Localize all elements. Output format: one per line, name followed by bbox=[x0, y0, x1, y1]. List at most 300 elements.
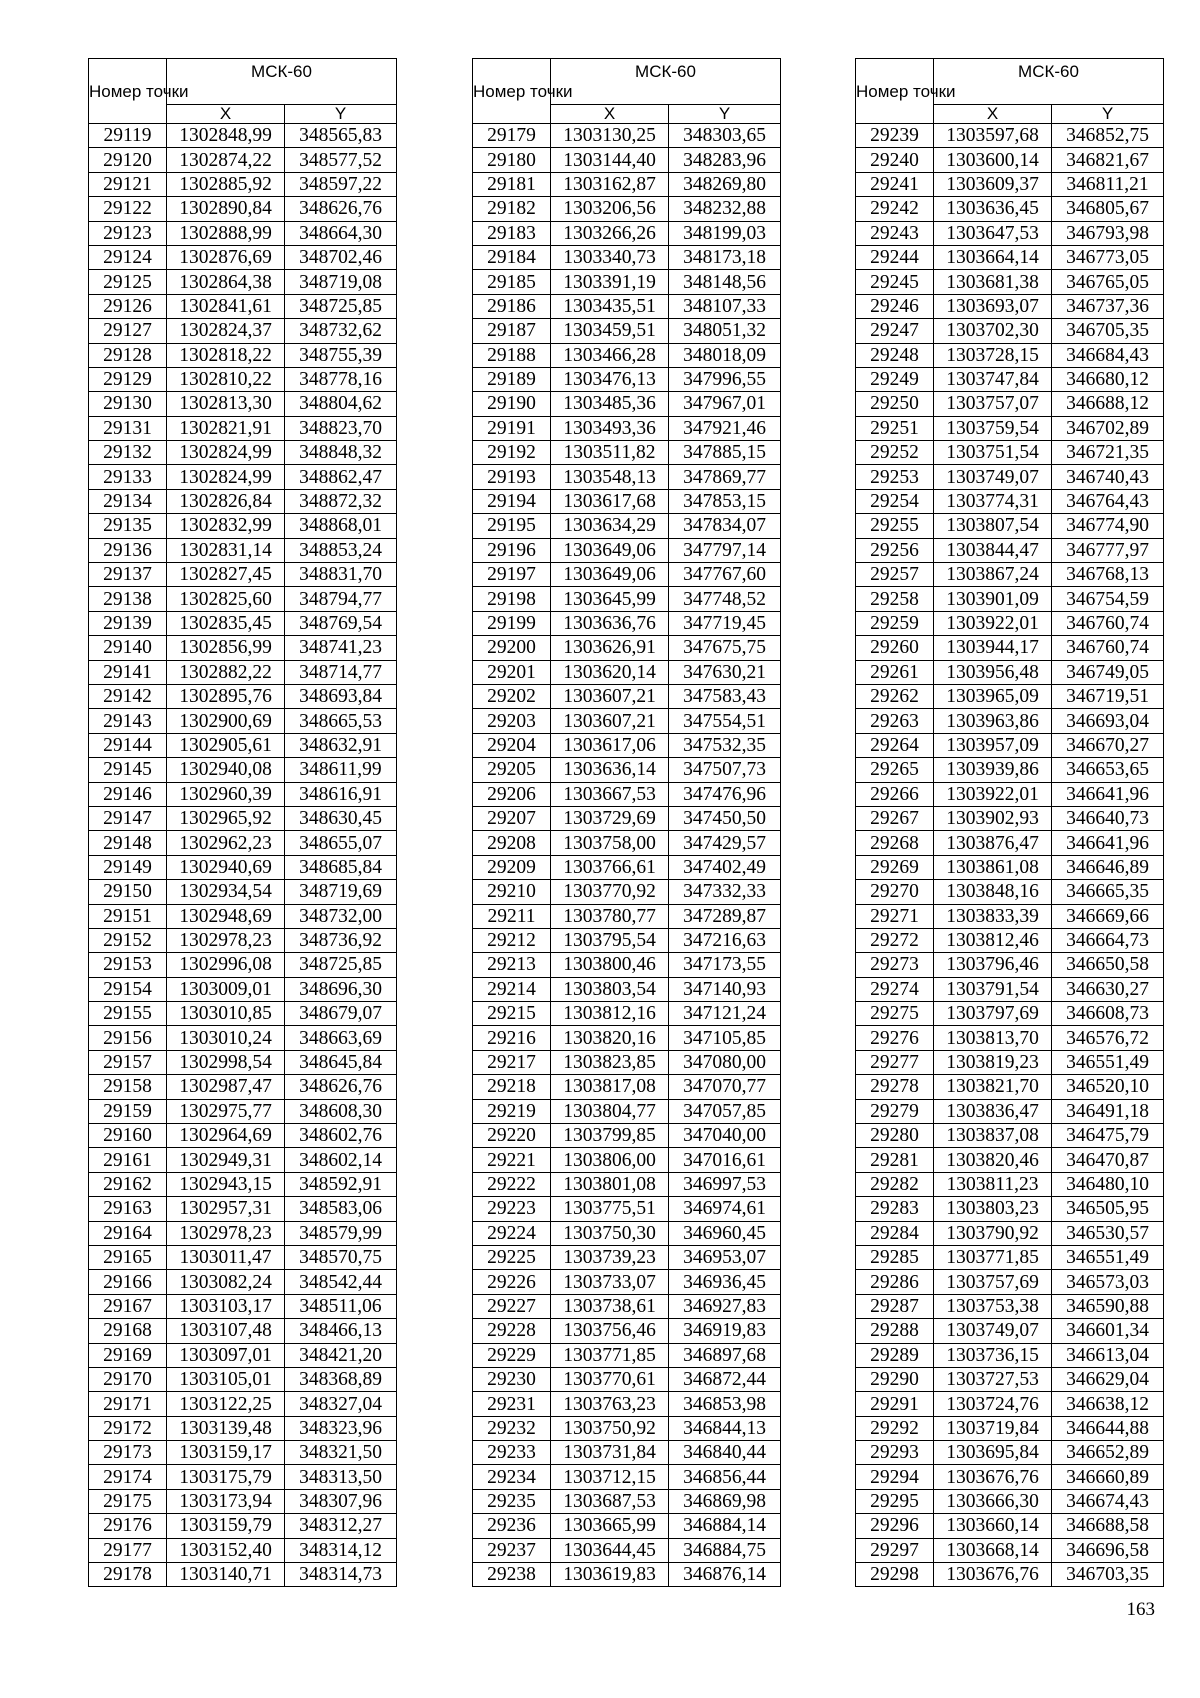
x-coordinate-cell: 1302905,61 bbox=[167, 733, 285, 757]
table-row bbox=[89, 1197, 397, 1221]
point-number-cell: 29204 bbox=[473, 733, 551, 757]
point-number-cell: 29205 bbox=[473, 758, 551, 782]
x-coordinate-cell: 1303548,13 bbox=[551, 465, 669, 489]
table-row bbox=[473, 1124, 781, 1148]
table-row bbox=[473, 1050, 781, 1074]
y-coordinate-cell: 348321,50 bbox=[285, 1441, 397, 1465]
point-number-cell: 29125 bbox=[89, 270, 167, 294]
y-coordinate-cell: 346688,58 bbox=[1052, 1514, 1164, 1538]
point-number-cell: 29263 bbox=[856, 709, 934, 733]
point-number-cell: 29200 bbox=[473, 636, 551, 660]
table-row bbox=[89, 1489, 397, 1513]
point-number-cell: 29262 bbox=[856, 684, 934, 708]
y-coordinate-cell: 346475,79 bbox=[1052, 1124, 1164, 1148]
x-coordinate-cell: 1303848,16 bbox=[934, 880, 1052, 904]
y-coordinate-cell: 346652,89 bbox=[1052, 1441, 1164, 1465]
x-coordinate-cell: 1302960,39 bbox=[167, 782, 285, 806]
table-row bbox=[856, 1050, 1164, 1074]
table-row bbox=[473, 172, 781, 196]
table-row bbox=[89, 245, 397, 269]
point-number-cell: 29158 bbox=[89, 1075, 167, 1099]
y-coordinate-cell: 346702,89 bbox=[1052, 416, 1164, 440]
coordinates-table-3 bbox=[855, 58, 1164, 1587]
x-coordinate-cell: 1303729,69 bbox=[551, 806, 669, 830]
y-coordinate-cell: 347675,75 bbox=[669, 636, 781, 660]
point-number-cell: 29261 bbox=[856, 660, 934, 684]
y-coordinate-cell: 346927,83 bbox=[669, 1294, 781, 1318]
table-row bbox=[856, 1002, 1164, 1026]
x-coordinate-cell: 1303944,17 bbox=[934, 636, 1052, 660]
y-coordinate-cell: 346856,44 bbox=[669, 1465, 781, 1489]
x-coordinate-cell: 1303649,06 bbox=[551, 538, 669, 562]
y-coordinate-cell: 348577,52 bbox=[285, 148, 397, 172]
point-number-cell: 29270 bbox=[856, 880, 934, 904]
table-row bbox=[473, 1099, 781, 1123]
x-coordinate-cell: 1303130,25 bbox=[551, 124, 669, 148]
table-row bbox=[89, 1099, 397, 1123]
table-row bbox=[89, 514, 397, 538]
x-coordinate-cell: 1302975,77 bbox=[167, 1099, 285, 1123]
point-number-cell: 29210 bbox=[473, 880, 551, 904]
point-number-cell: 29255 bbox=[856, 514, 934, 538]
y-coordinate-cell: 348714,77 bbox=[285, 660, 397, 684]
point-number-cell: 29182 bbox=[473, 197, 551, 221]
point-number-cell: 29203 bbox=[473, 709, 551, 733]
point-number-cell: 29185 bbox=[473, 270, 551, 294]
x-coordinate-cell: 1303770,92 bbox=[551, 880, 669, 904]
y-coordinate-cell: 348368,89 bbox=[285, 1367, 397, 1391]
x-coordinate-cell: 1303681,38 bbox=[934, 270, 1052, 294]
point-number-cell: 29233 bbox=[473, 1441, 551, 1465]
point-number-cell: 29191 bbox=[473, 416, 551, 440]
y-coordinate-cell: 348626,76 bbox=[285, 1075, 397, 1099]
table-row bbox=[89, 880, 397, 904]
x-coordinate-cell: 1303749,07 bbox=[934, 1319, 1052, 1343]
point-number-cell: 29245 bbox=[856, 270, 934, 294]
table-row bbox=[473, 831, 781, 855]
point-number-cell: 29286 bbox=[856, 1270, 934, 1294]
y-coordinate-cell: 346793,98 bbox=[1052, 221, 1164, 245]
table-row bbox=[856, 1441, 1164, 1465]
y-coordinate-cell: 348804,62 bbox=[285, 392, 397, 416]
x-coordinate-cell: 1303667,53 bbox=[551, 782, 669, 806]
x-coordinate-cell: 1303668,14 bbox=[934, 1538, 1052, 1562]
point-number-cell: 29119 bbox=[89, 124, 167, 148]
x-coordinate-cell: 1303727,53 bbox=[934, 1367, 1052, 1391]
x-coordinate-cell: 1303791,54 bbox=[934, 977, 1052, 1001]
point-number-cell: 29202 bbox=[473, 684, 551, 708]
coordinates-table-1 bbox=[88, 58, 397, 1587]
x-coordinate-cell: 1303144,40 bbox=[551, 148, 669, 172]
table-row bbox=[89, 563, 397, 587]
y-coordinate-cell: 348018,09 bbox=[669, 343, 781, 367]
x-coordinate-cell: 1302825,60 bbox=[167, 587, 285, 611]
point-number-cell: 29139 bbox=[89, 611, 167, 635]
y-coordinate-cell: 346576,72 bbox=[1052, 1026, 1164, 1050]
table-row bbox=[856, 1124, 1164, 1148]
table-row bbox=[89, 270, 397, 294]
x-coordinate-cell: 1303609,37 bbox=[934, 172, 1052, 196]
table-row bbox=[89, 343, 397, 367]
y-coordinate-cell: 347016,61 bbox=[669, 1148, 781, 1172]
x-coordinate-cell: 1302978,23 bbox=[167, 1221, 285, 1245]
point-number-cell: 29257 bbox=[856, 563, 934, 587]
x-coordinate-cell: 1303693,07 bbox=[934, 294, 1052, 318]
y-coordinate-cell: 348323,96 bbox=[285, 1416, 397, 1440]
point-number-cell: 29225 bbox=[473, 1245, 551, 1269]
x-coordinate-cell: 1303876,47 bbox=[934, 831, 1052, 855]
x-coordinate-cell: 1303493,36 bbox=[551, 416, 669, 440]
y-coordinate-cell: 348823,70 bbox=[285, 416, 397, 440]
point-number-cell: 29258 bbox=[856, 587, 934, 611]
point-number-cell: 29190 bbox=[473, 392, 551, 416]
x-coordinate-cell: 1303739,23 bbox=[551, 1245, 669, 1269]
table-row bbox=[89, 1050, 397, 1074]
point-number-cell: 29215 bbox=[473, 1002, 551, 1026]
x-coordinate-cell: 1303162,87 bbox=[551, 172, 669, 196]
x-coordinate-cell: 1303459,51 bbox=[551, 319, 669, 343]
y-coordinate-cell: 346688,12 bbox=[1052, 392, 1164, 416]
x-coordinate-cell: 1302900,69 bbox=[167, 709, 285, 733]
y-coordinate-cell: 348719,08 bbox=[285, 270, 397, 294]
table-row bbox=[473, 245, 781, 269]
table-row bbox=[856, 1026, 1164, 1050]
table-row bbox=[856, 880, 1164, 904]
point-number-cell: 29126 bbox=[89, 294, 167, 318]
table-row bbox=[856, 465, 1164, 489]
y-coordinate-cell: 348755,39 bbox=[285, 343, 397, 367]
y-coordinate-cell: 348719,69 bbox=[285, 880, 397, 904]
table-row bbox=[473, 1294, 781, 1318]
y-coordinate-cell: 346520,10 bbox=[1052, 1075, 1164, 1099]
y-coordinate-cell: 347767,60 bbox=[669, 563, 781, 587]
table-row bbox=[856, 1465, 1164, 1489]
point-number-cell: 29152 bbox=[89, 928, 167, 952]
point-number-cell: 29129 bbox=[89, 367, 167, 391]
x-coordinate-cell: 1303800,46 bbox=[551, 953, 669, 977]
table-row bbox=[856, 1245, 1164, 1269]
x-coordinate-cell: 1302996,08 bbox=[167, 953, 285, 977]
point-number-cell: 29251 bbox=[856, 416, 934, 440]
x-coordinate-cell: 1302957,31 bbox=[167, 1197, 285, 1221]
point-number-cell: 29201 bbox=[473, 660, 551, 684]
point-number-cell: 29197 bbox=[473, 563, 551, 587]
table-row bbox=[89, 611, 397, 635]
x-coordinate-cell: 1303801,08 bbox=[551, 1172, 669, 1196]
point-number-cell: 29293 bbox=[856, 1441, 934, 1465]
y-coordinate-cell: 346590,88 bbox=[1052, 1294, 1164, 1318]
table-row bbox=[856, 392, 1164, 416]
x-coordinate-cell: 1303821,70 bbox=[934, 1075, 1052, 1099]
y-coordinate-cell: 348685,84 bbox=[285, 855, 397, 879]
x-coordinate-cell: 1303636,14 bbox=[551, 758, 669, 782]
table-row bbox=[856, 221, 1164, 245]
x-coordinate-cell: 1302818,22 bbox=[167, 343, 285, 367]
y-coordinate-cell: 346608,73 bbox=[1052, 1002, 1164, 1026]
point-number-cell: 29232 bbox=[473, 1416, 551, 1440]
point-number-cell: 29132 bbox=[89, 441, 167, 465]
x-coordinate-cell: 1303139,48 bbox=[167, 1416, 285, 1440]
table-row bbox=[473, 294, 781, 318]
table-row bbox=[473, 319, 781, 343]
x-coordinate-cell: 1303861,08 bbox=[934, 855, 1052, 879]
y-coordinate-cell: 346653,65 bbox=[1052, 758, 1164, 782]
point-number-cell: 29281 bbox=[856, 1148, 934, 1172]
coordinate-system-header: МСК-60 bbox=[934, 59, 1164, 105]
y-coordinate-cell: 346768,13 bbox=[1052, 563, 1164, 587]
y-coordinate-cell: 346840,44 bbox=[669, 1441, 781, 1465]
point-number-cell: 29268 bbox=[856, 831, 934, 855]
y-coordinate-cell: 348702,46 bbox=[285, 245, 397, 269]
point-number-cell: 29123 bbox=[89, 221, 167, 245]
table-row bbox=[473, 1172, 781, 1196]
table-row bbox=[856, 1221, 1164, 1245]
point-number-cell: 29212 bbox=[473, 928, 551, 952]
y-coordinate-cell: 346640,73 bbox=[1052, 806, 1164, 830]
y-coordinate-cell: 346670,27 bbox=[1052, 733, 1164, 757]
table-row bbox=[473, 1026, 781, 1050]
x-coordinate-cell: 1303736,15 bbox=[934, 1343, 1052, 1367]
y-coordinate-cell: 348232,88 bbox=[669, 197, 781, 221]
table-row bbox=[89, 367, 397, 391]
point-number-cell: 29236 bbox=[473, 1514, 551, 1538]
point-number-cell: 29122 bbox=[89, 197, 167, 221]
x-coordinate-cell: 1303173,94 bbox=[167, 1489, 285, 1513]
point-number-cell: 29273 bbox=[856, 953, 934, 977]
x-coordinate-cell: 1302810,22 bbox=[167, 367, 285, 391]
point-number-cell: 29143 bbox=[89, 709, 167, 733]
table-row bbox=[473, 1563, 781, 1587]
table-row bbox=[856, 1148, 1164, 1172]
table-row bbox=[856, 1197, 1164, 1221]
y-coordinate-cell: 348736,92 bbox=[285, 928, 397, 952]
table-row bbox=[89, 660, 397, 684]
point-number-cell: 29179 bbox=[473, 124, 551, 148]
y-coordinate-cell: 347507,73 bbox=[669, 758, 781, 782]
y-coordinate-cell: 348769,54 bbox=[285, 611, 397, 635]
x-coordinate-cell: 1303676,76 bbox=[934, 1563, 1052, 1587]
point-number-cell: 29156 bbox=[89, 1026, 167, 1050]
table-row bbox=[89, 1538, 397, 1562]
point-number-cell: 29164 bbox=[89, 1221, 167, 1245]
point-number-cell: 29173 bbox=[89, 1441, 167, 1465]
x-coordinate-cell: 1303600,14 bbox=[934, 148, 1052, 172]
x-coordinate-cell: 1303676,76 bbox=[934, 1465, 1052, 1489]
x-coordinate-cell: 1303819,23 bbox=[934, 1050, 1052, 1074]
table-row bbox=[856, 1489, 1164, 1513]
table-row bbox=[856, 1319, 1164, 1343]
table-row bbox=[856, 611, 1164, 635]
table-row bbox=[856, 1099, 1164, 1123]
table-row bbox=[473, 1197, 781, 1221]
table-row bbox=[856, 1367, 1164, 1391]
point-number-cell: 29162 bbox=[89, 1172, 167, 1196]
table-row bbox=[856, 538, 1164, 562]
y-coordinate-cell: 347040,00 bbox=[669, 1124, 781, 1148]
x-coordinate-cell: 1303010,85 bbox=[167, 1002, 285, 1026]
x-coordinate-cell: 1303082,24 bbox=[167, 1270, 285, 1294]
table-row bbox=[89, 1319, 397, 1343]
y-coordinate-cell: 348312,27 bbox=[285, 1514, 397, 1538]
x-coordinate-cell: 1303771,85 bbox=[934, 1245, 1052, 1269]
point-number-cell: 29294 bbox=[856, 1465, 934, 1489]
point-number-cell: 29272 bbox=[856, 928, 934, 952]
y-coordinate-cell: 346696,58 bbox=[1052, 1538, 1164, 1562]
point-number-cell: 29287 bbox=[856, 1294, 934, 1318]
x-coordinate-cell: 1303922,01 bbox=[934, 782, 1052, 806]
point-number-cell: 29283 bbox=[856, 1197, 934, 1221]
table-row bbox=[89, 1367, 397, 1391]
y-coordinate-cell: 348565,83 bbox=[285, 124, 397, 148]
point-number-cell: 29298 bbox=[856, 1563, 934, 1587]
point-number-cell: 29271 bbox=[856, 904, 934, 928]
coordinate-system-header: МСК-60 bbox=[551, 59, 781, 105]
x-coordinate-cell: 1303803,23 bbox=[934, 1197, 1052, 1221]
x-coordinate-cell: 1303649,06 bbox=[551, 563, 669, 587]
x-coordinate-cell: 1303836,47 bbox=[934, 1099, 1052, 1123]
x-coordinate-cell: 1303766,61 bbox=[551, 855, 669, 879]
point-number-cell: 29242 bbox=[856, 197, 934, 221]
x-coordinate-cell: 1303695,84 bbox=[934, 1441, 1052, 1465]
table-row bbox=[89, 1343, 397, 1367]
point-number-cell: 29265 bbox=[856, 758, 934, 782]
y-coordinate-cell: 346773,05 bbox=[1052, 245, 1164, 269]
y-coordinate-cell: 348665,53 bbox=[285, 709, 397, 733]
table-row bbox=[473, 441, 781, 465]
x-coordinate-cell: 1302890,84 bbox=[167, 197, 285, 221]
x-coordinate-cell: 1303750,30 bbox=[551, 1221, 669, 1245]
x-coordinate-cell: 1303266,26 bbox=[551, 221, 669, 245]
x-coordinate-cell: 1303140,71 bbox=[167, 1563, 285, 1587]
table-row bbox=[856, 977, 1164, 1001]
x-coordinate-cell: 1303738,61 bbox=[551, 1294, 669, 1318]
page-number: 163 bbox=[1126, 1599, 1155, 1620]
point-number-cell: 29168 bbox=[89, 1319, 167, 1343]
x-coordinate-cell: 1303607,21 bbox=[551, 684, 669, 708]
x-coordinate-cell: 1302940,08 bbox=[167, 758, 285, 782]
point-number-cell: 29120 bbox=[89, 148, 167, 172]
x-coordinate-cell: 1303010,24 bbox=[167, 1026, 285, 1050]
y-coordinate-cell: 346705,35 bbox=[1052, 319, 1164, 343]
x-coordinate-cell: 1303702,30 bbox=[934, 319, 1052, 343]
table-row bbox=[89, 1465, 397, 1489]
point-number-cell: 29231 bbox=[473, 1392, 551, 1416]
x-coordinate-cell: 1303105,01 bbox=[167, 1367, 285, 1391]
table-row bbox=[473, 733, 781, 757]
point-number-cell: 29295 bbox=[856, 1489, 934, 1513]
table-row bbox=[89, 294, 397, 318]
y-coordinate-cell: 346811,21 bbox=[1052, 172, 1164, 196]
table-row bbox=[473, 1343, 781, 1367]
table-row bbox=[89, 1392, 397, 1416]
y-coordinate-cell: 346505,95 bbox=[1052, 1197, 1164, 1221]
y-coordinate-cell: 347967,01 bbox=[669, 392, 781, 416]
point-number-cell: 29178 bbox=[89, 1563, 167, 1587]
point-number-cell: 29193 bbox=[473, 465, 551, 489]
table-row bbox=[473, 904, 781, 928]
y-coordinate-cell: 348602,76 bbox=[285, 1124, 397, 1148]
y-coordinate-cell: 346480,10 bbox=[1052, 1172, 1164, 1196]
point-number-cell: 29226 bbox=[473, 1270, 551, 1294]
y-coordinate-cell: 346674,43 bbox=[1052, 1489, 1164, 1513]
table-row bbox=[89, 806, 397, 830]
y-coordinate-cell: 346646,89 bbox=[1052, 855, 1164, 879]
y-coordinate-cell: 348313,50 bbox=[285, 1465, 397, 1489]
x-coordinate-cell: 1303152,40 bbox=[167, 1538, 285, 1562]
point-number-cell: 29218 bbox=[473, 1075, 551, 1099]
point-number-cell: 29259 bbox=[856, 611, 934, 635]
point-number-cell: 29198 bbox=[473, 587, 551, 611]
x-coordinate-cell: 1302948,69 bbox=[167, 904, 285, 928]
y-coordinate-cell: 348679,07 bbox=[285, 1002, 397, 1026]
x-coordinate-cell: 1303756,46 bbox=[551, 1319, 669, 1343]
point-number-cell: 29252 bbox=[856, 441, 934, 465]
y-coordinate-cell: 348778,16 bbox=[285, 367, 397, 391]
y-coordinate-cell: 347719,45 bbox=[669, 611, 781, 635]
table-row bbox=[473, 1489, 781, 1513]
table-row bbox=[473, 709, 781, 733]
x-coordinate-cell: 1302882,22 bbox=[167, 660, 285, 684]
y-coordinate-cell: 348663,69 bbox=[285, 1026, 397, 1050]
y-coordinate-cell: 346884,75 bbox=[669, 1538, 781, 1562]
table-row bbox=[856, 563, 1164, 587]
point-number-cell: 29209 bbox=[473, 855, 551, 879]
y-coordinate-cell: 346821,67 bbox=[1052, 148, 1164, 172]
point-number-cell: 29174 bbox=[89, 1465, 167, 1489]
y-coordinate-cell: 346613,04 bbox=[1052, 1343, 1164, 1367]
x-coordinate-cell: 1303687,53 bbox=[551, 1489, 669, 1513]
table-row bbox=[856, 1294, 1164, 1318]
table-row bbox=[89, 465, 397, 489]
x-coordinate-cell: 1302962,23 bbox=[167, 831, 285, 855]
table-row bbox=[89, 831, 397, 855]
y-coordinate-cell: 346601,34 bbox=[1052, 1319, 1164, 1343]
table-row bbox=[856, 660, 1164, 684]
table-row bbox=[473, 1002, 781, 1026]
x-coordinate-cell: 1303103,17 bbox=[167, 1294, 285, 1318]
table-row bbox=[473, 1416, 781, 1440]
y-coordinate-cell: 346760,74 bbox=[1052, 611, 1164, 635]
x-coordinate-cell: 1303435,51 bbox=[551, 294, 669, 318]
y-coordinate-cell: 346852,75 bbox=[1052, 124, 1164, 148]
point-number-cell: 29279 bbox=[856, 1099, 934, 1123]
table-row bbox=[89, 1221, 397, 1245]
table-row bbox=[856, 294, 1164, 318]
table-row bbox=[856, 489, 1164, 513]
point-number-cell: 29199 bbox=[473, 611, 551, 635]
x-coordinate-cell: 1303799,85 bbox=[551, 1124, 669, 1148]
table-row bbox=[856, 928, 1164, 952]
table-row bbox=[473, 928, 781, 952]
y-column-header: Y bbox=[669, 105, 781, 124]
table-row bbox=[89, 977, 397, 1001]
point-number-cell: 29154 bbox=[89, 977, 167, 1001]
y-coordinate-cell: 348269,80 bbox=[669, 172, 781, 196]
y-coordinate-cell: 347583,43 bbox=[669, 684, 781, 708]
y-coordinate-cell: 346897,68 bbox=[669, 1343, 781, 1367]
table-row bbox=[856, 1343, 1164, 1367]
table-row bbox=[473, 270, 781, 294]
table-row bbox=[473, 611, 781, 635]
y-coordinate-cell: 346721,35 bbox=[1052, 441, 1164, 465]
point-number-cell: 29267 bbox=[856, 806, 934, 830]
point-number-cell: 29247 bbox=[856, 319, 934, 343]
x-coordinate-cell: 1303817,08 bbox=[551, 1075, 669, 1099]
x-coordinate-cell: 1303957,09 bbox=[934, 733, 1052, 757]
y-coordinate-cell: 346754,59 bbox=[1052, 587, 1164, 611]
x-coordinate-cell: 1303837,08 bbox=[934, 1124, 1052, 1148]
x-coordinate-cell: 1303645,99 bbox=[551, 587, 669, 611]
